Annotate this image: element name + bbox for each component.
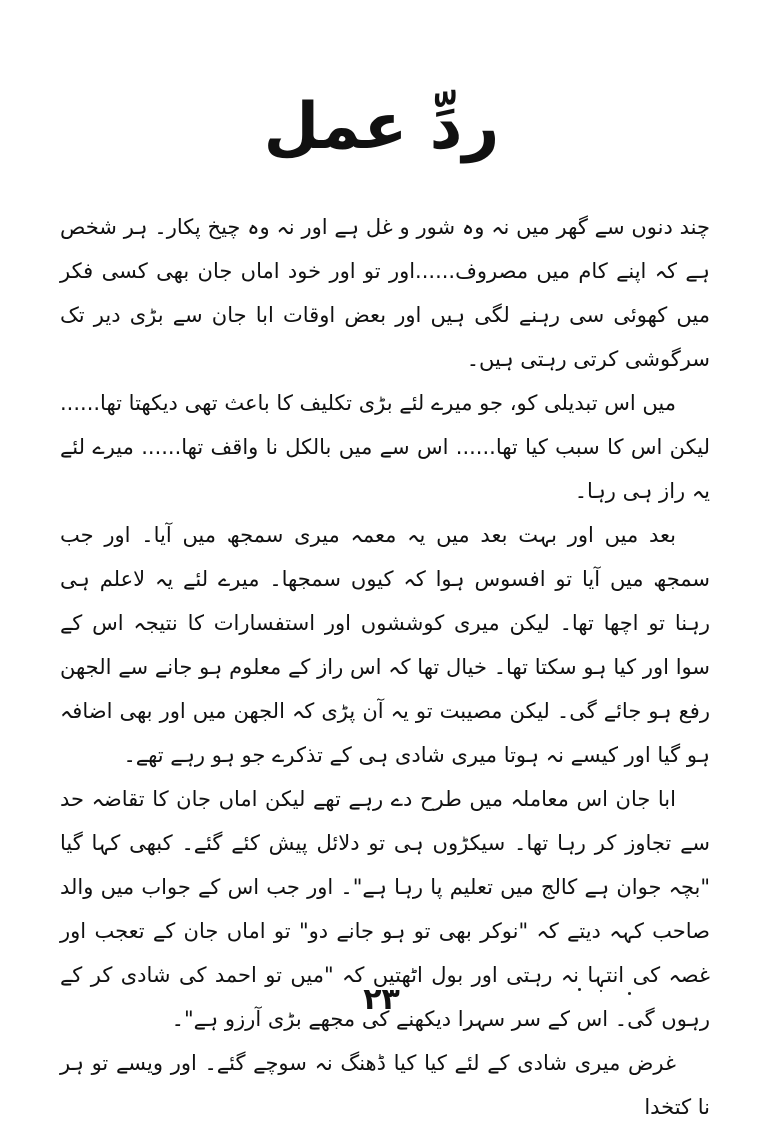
paragraph-2: میں اس تبدیلی کو، جو میرے لئے بڑی تکلیف کا باعث تھی دیکھتا تھا...... لیکن اس کا سبب کیا تھا...... اس سے میں بالکل نا واقف تھا...... میرے لئے یہ راز ہی رہا۔	[60, 391, 710, 503]
ink-speck	[578, 988, 581, 991]
ink-speck	[628, 992, 631, 995]
ink-speck	[600, 990, 602, 992]
paragraph-1: چند دنوں سے گھر میں نہ وہ شور و غل ہے اور نہ وہ چیخ پکار۔ ہر شخص ہے کہ اپنے کام میں مصروف......اور تو اور خود اماں جان بھی کسی فکر میں کھوئی سی رہنے لگی ہیں اور بعض اوقات ابا جان سے بڑی دیر تک سرگوشی کرتی رہتی ہیں۔	[60, 215, 710, 371]
paragraph-3: بعد میں اور بہت بعد میں یہ معمہ میری سمجھ میں آیا۔ اور جب سمجھ میں آیا تو افسوس ہوا کہ کیوں سمجھا۔ میرے لئے یہ لاعلم ہی رہنا تو اچھا تھا۔ لیکن میری کوششوں اور استفسارات کا نتیجہ اس کے سوا اور کیا ہو سکتا تھا۔ خیال تھا کہ اس راز کے معلوم ہو جانے سے الجھن رفع ہو جائے گی۔ لیکن مصیبت تو یہ آن پڑی کہ الجھن میں اور بھی اضافہ ہو گیا اور کیسے نہ ہوتا میری شادی ہی کے تذکرے جو ہو رہے تھے۔	[60, 523, 710, 767]
paragraph-4: ابا جان اس معاملہ میں طرح دے رہے تھے لیکن اماں جان کا تقاضہ حد سے تجاوز کر رہا تھا۔ سیکڑوں ہی تو دلائل پیش کئے گئے۔ کبھی کہا گیا "بچہ جوان ہے کالج میں تعلیم پا رہا ہے"۔ اور جب اس کے جواب میں والد صاحب کہہ دیتے کہ "نوکر بھی تو ہو جانے دو" تو اماں جان کے تعجب اور غصہ کی انتہا نہ رہتی اور بول اٹھتیں کہ "میں تو احمد کی شادی کر کے رہوں گی۔ اس کے سر سہرا دیکھنے کی مجھے بڑی آرزو ہے"۔	[60, 787, 710, 1031]
paragraph-5: غرض میری شادی کے لئے کیا کیا ڈھنگ نہ سوچے گئے۔ اور ویسے تو ہر نا کتخدا	[60, 1051, 710, 1119]
page-number: ٢٣	[363, 982, 400, 1017]
chapter-title: ردِّ عمل	[263, 90, 500, 164]
